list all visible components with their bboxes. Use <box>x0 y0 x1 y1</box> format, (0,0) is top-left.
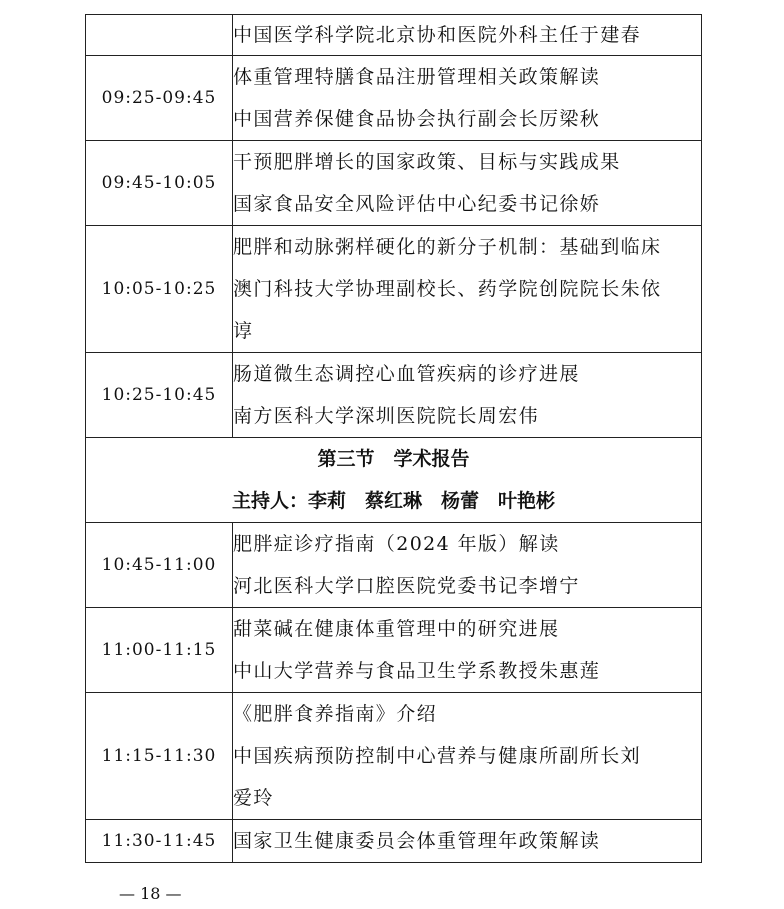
section-cell <box>86 438 702 523</box>
time-cell: 10:05-10:25 <box>86 226 233 353</box>
section-block <box>86 438 702 523</box>
schedule-table <box>85 14 702 863</box>
content-line: 《肥胖食养指南》介绍 <box>233 703 438 725</box>
content-cell <box>233 523 702 608</box>
time-cell: 11:30-11:45 <box>86 820 233 863</box>
content-cell <box>233 608 702 693</box>
time-cell: 10:45-11:00 <box>86 523 233 608</box>
content-cell <box>233 15 702 56</box>
content-cell <box>233 141 702 226</box>
time-cell: 09:25-09:45 <box>86 56 233 141</box>
content-cell <box>233 353 702 438</box>
content-line: 体重管理特膳食品注册管理相关政策解读 <box>233 66 601 88</box>
section-title: 第三节 学术报告 <box>317 448 470 470</box>
page-number: — 18 — <box>119 884 182 903</box>
schedule-rows-before <box>86 15 702 438</box>
schedule-row <box>86 15 702 56</box>
content-line: 国家食品安全风险评估中心纪委书记徐娇 <box>233 193 601 215</box>
schedule-row <box>86 523 702 608</box>
content-line: 谆 <box>233 320 254 342</box>
content-line: 中国疾病预防控制中心营养与健康所副所长刘 <box>233 745 642 767</box>
section-hosts: 主持人：李莉 蔡红琳 杨蕾 叶艳彬 <box>231 490 555 512</box>
content-line: 国家卫生健康委员会体重管理年政策解读 <box>233 830 601 852</box>
schedule-row <box>86 141 702 226</box>
content-line: 肥胖症诊疗指南（2024 年版）解读 <box>233 533 560 555</box>
schedule-row <box>86 608 702 693</box>
content-cell <box>233 693 702 820</box>
schedule-row <box>86 820 702 863</box>
content-line: 肥胖和动脉粥样硬化的新分子机制：基础到临床 <box>233 236 662 258</box>
schedule-row <box>86 56 702 141</box>
time-cell: 11:15-11:30 <box>86 693 233 820</box>
content-line: 甜菜碱在健康体重管理中的研究进展 <box>233 618 560 640</box>
content-line: 中国营养保健食品协会执行副会长厉梁秋 <box>233 108 601 130</box>
content-line: 干预肥胖增长的国家政策、目标与实践成果 <box>233 151 621 173</box>
content-line: 爱玲 <box>233 787 274 809</box>
content-line: 中山大学营养与食品卫生学系教授朱惠莲 <box>233 660 601 682</box>
schedule-row <box>86 353 702 438</box>
content-line: 河北医科大学口腔医院党委书记李增宁 <box>233 575 580 597</box>
time-cell: 10:25-10:45 <box>86 353 233 438</box>
schedule-rows-after <box>86 523 702 863</box>
time-cell: 11:00-11:15 <box>86 608 233 693</box>
content-cell <box>233 226 702 353</box>
time-cell: 09:45-10:05 <box>86 141 233 226</box>
schedule-row <box>86 226 702 353</box>
time-cell <box>86 15 233 56</box>
content-line: 南方医科大学深圳医院院长周宏伟 <box>233 405 540 427</box>
section-row <box>86 438 702 523</box>
schedule-row <box>86 693 702 820</box>
content-line: 肠道微生态调控心血管疾病的诊疗进展 <box>233 363 580 385</box>
content-cell <box>233 56 702 141</box>
content-cell <box>233 820 702 863</box>
content-line: 中国医学科学院北京协和医院外科主任于建春 <box>233 24 642 46</box>
content-line: 澳门科技大学协理副校长、药学院创院院长朱依 <box>233 278 662 300</box>
